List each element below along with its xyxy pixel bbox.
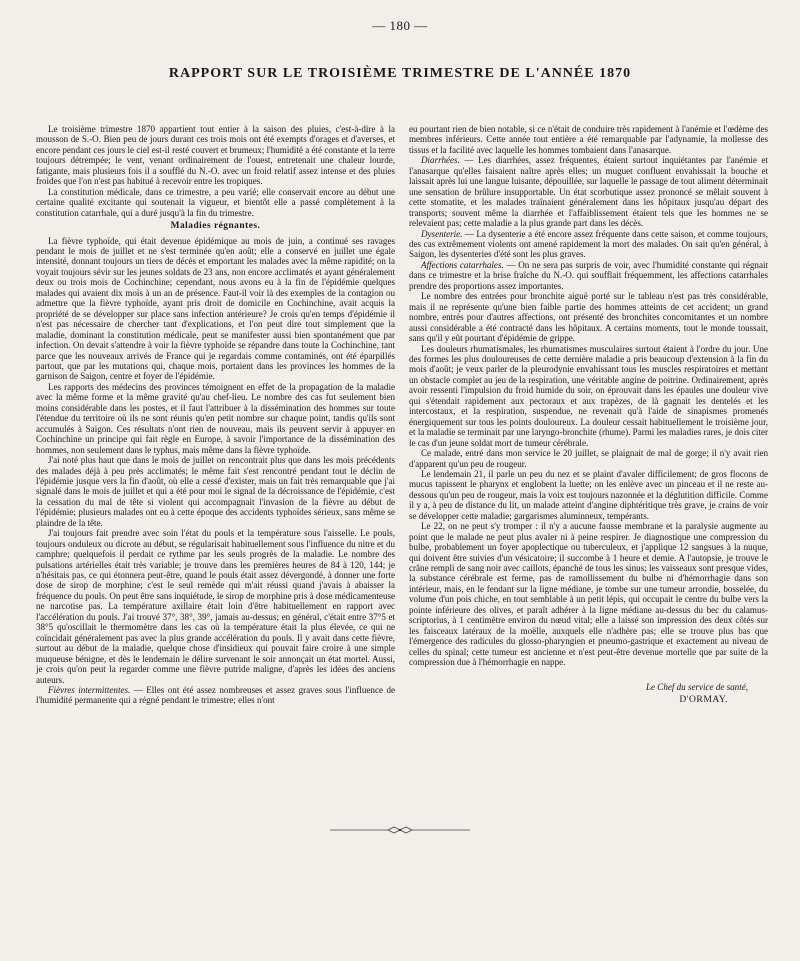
body-paragraph: J'ai noté plus haut que dans le mois de juillet on rencontrait plus que dans les mois précédents des malades déjà à peu près acclimatés; le même fait s'est rencontré pendant tout le déclin de l'épidémie jusque vers la fin d'août, où elle a cessé d'exister, mais un fait très remarquable que j'ai signalé dans le mois de juillet et qui a été pour moi le signal de la décroissance de l'épidémie, c'est la cessation du mal de tête si violent qui accompagnait l'invasion de la fièvre au début de l'épidémie; plusieurs malades ont eu à cette époque des accidents typhoïdes sérieux, sans même se plaindre de la tête.: [36, 455, 395, 528]
body-paragraph: Les douleurs rhumatismales, les rhumatismes musculaires surtout étaient à l'ordre du jour. Une des formes les plus douloureuses de cette dernière maladie a pris beaucoup d'extension à la fin du mois d'août; je veux parler de la pleurodynie envahissant tous les muscles respiratoires et mettant un obstacle complet au jeu de la respiration, une véritable angine de poitrine. Ordinairement, après avoir ressenti l'impulsion du froid humide du soir, on éprouvait dans les épaules une douleur vive qui s'étendait rapidement aux pectoraux et aux trapèzes, de là gagnait les dentelés et les intercostaux, et la respiration, suspendue, ne revenait qu'à l'aide de sinapismes promenés énergiquement sur tous les points douloureux. La douleur cessait habituellement le troisième jour, et la maladie se terminait par une laryngo-bronchite (rhume). Parmi les maladies rares, je dois citer le cas d'un jeune soldat mort de tumeur cérébrale.: [409, 343, 768, 448]
diarrhees-label: Diarrhées.: [421, 155, 460, 166]
body-paragraph: Le lendemain 21, il parle un peu du nez et se plaint d'avaler difficilement; de gros flocons de mucus tapissent le pharynx et englobent la luette; on les enlève avec un pinceau et il ne reste au-dessous qu'un peu de rougeur, mais la voix est toujours nazonnée et la déglutition difficile. Comme il y a, à peu de distance du lit, un malade atteint d'angine diphtéritique très grave, je crains de voir se développer cette maladie; gargarismes aluminneux, tempérants.: [409, 468, 768, 521]
affections-paragraph: [409, 260, 768, 291]
diarrhees-text: — Les diarrhées, assez fréquentes, étaient surtout inquiétantes par l'anémie et l'anasarque qu'elles faisaient naître après elles; un muguet confluent envahissait la bouche et laissait après lui une langue luisante, dépouillée, sur laquelle le passage de tout aliment déterminait une sensation de brûlure insupportable. Un état scorbutique assez prononcé se mêlait souvent à cette stomatite, et les malades traînaient généralement dans les hôpitaux jusqu'au départ des transports; souvent même la diarrhée et l'affaiblissement étaient tels que les hommes ne se relevaient pas; cette maladie a la plus grande part dans les décès.: [409, 155, 768, 229]
body-paragraph: La fièvre typhoïde, qui était devenue épidémique au mois de juin, a continué ses ravages pendant le mois de juillet et ne s'est terminée qu'en août; elle a conservé en juillet une égale intensité, donnant toujours un tiers de décès et emportant les malades avec la même rapidité; on la voyait toujours sévir sur les jeunes soldats de 23 ans, non encore acclimatés et ayant généralement deux ou trois mois de Cochinchine; cependant, nous avons eu à la fin de l'épidémie quelques malades qui avaient dix mois à un an de présence. Faut-il voir là des exemples de la contagion ou admettre que la fièvre typhoïde, ayant pris droit de domicile en Cochinchine, avait acquis la propriété de se développer sur place sans infection antérieure? Je crois qu'en temps d'épidémie il n'est pas nécessaire de chercher tant d'explications, et l'on peut dire tout simplement que la maladie, dominant la constitution médicale, peut se manifester aussi bien spontanément que par infection. On devait s'attendre à voir la fièvre typhoïde se répandre dans toute la Cochinchine, tant parce que les nouveaux arrivés de France qui je regardais comme contaminés, ont été éparpillés partout, que par les mutations qui, chaque mois, portaient dans les provinces les hommes de la garnison de Saigon, centre et foyer de l'épidémie.: [36, 235, 395, 382]
dysenterie-label: Dysenterie.: [421, 228, 463, 239]
intro-paragraph: La constitution médicale, dans ce trimestre, a peu varié; elle conservait encore au début une certaine qualité excitante qui soutenait la vigueur, et bientôt elle a passé complètement à la constitution catarrhale, qui a duré jusqu'à la fin du trimestre.: [36, 186, 395, 218]
signature-office: Le Chef du service de santé,: [645, 681, 748, 692]
affections-text: — On ne sera pas surpris de voir, avec l'humidité constante qui régnait dans ce trimestre et la brise fraîche du N.-O. qui soufflait fréquemment, les affections catarrhales prendre des proportions assez importantes.: [409, 259, 768, 291]
body-paragraph: J'ai toujours fait prendre avec soin l'état du pouls et la température sous l'aisselle. Le pouls, toujours onduleux ou dicrote au début, se régularisait habituellement sous l'influence du nitre et du camphre; quelquefois il perdait ce rythme par les seuls progrès de la maladie. Le nombre des pulsations artérielles était très variable; je trouve dans les premières heures de 84 à 120, 144; je n'hésitais pas, ce qui étonnera peut-être, quand le pouls était assez dévergondé, à donner une forte dose de sirop de morphine; c'est le seul remède qui m'ait réussi quand j'avais à abaisser la fréquence du pouls. On peut être sans inquiétude, le sirop de morphine pris à dose médicamenteuse ne narcotise pas. La température axillaire était loin d'être habituellement en rapport avec l'accélération du pouls. J'ai trouvé 37°, 38°, 39°, jamais au-dessus; en général, c'était entre 37°5 et 38°5 qu'oscillait le thermomètre dans les cas où la température était la plus élevée, ce qui ne coïncidait généralement pas avec la plus grande accélération du pouls. Il y avait dans cette fièvre, surtout au début de la maladie, quelque chose d'insidieux qui pouvait faire croire à une simple muqueuse bénigne, et dès le lendemain le délire survenant le soir annonçait un état mortel. Aussi, je crois qu'on peut la regarder comme une fièvre putride maligne, d'après les idées des anciens auteurs.: [36, 528, 396, 685]
body-paragraph: Le nombre des entrées pour bronchite aiguë porté sur le tableau n'est pas très considérable, mais il ne représente qu'une bien faible partie des hommes atteints de cet accident; un grand nombre, entrés pour d'autres affections, ont présenté des bronchites concomitantes et un nombre aussi considérable a été contracté dans les hôpitaux. A certains moments, tout le monde toussait, sans qu'il y eût pourtant d'épidémie de grippe.: [409, 291, 768, 344]
fievres-text: — Elles ont été assez nombreuses et assez graves sous l'influence de l'humidité permanente qui a régné pendant le trimestre; elles n'ont: [36, 685, 395, 706]
section-subheading: Maladies régnantes.: [170, 221, 261, 232]
body-paragraph: Le 22, on ne peut s'y tromper : il n'y a aucune fausse membrane et la paralysie augmente au point que le malade ne peut plus avaler ni à peine respirer. Je diagnostique une compression du bulbe, probablement un foyer apoplectique ou tuberculeux, et j'applique 12 sangsues à la nuque, qui doivent être suivies d'un vésicatoire; il succombe à 1 heure et demie. A l'autopsie, je trouve le crâne rempli de sang noir avec caillots, épanché de tous les sinus; les vaisseaux sont presque vides, la substance cérébrale est ferme, pas de ramollissement du bulbe ni d'hémorrhagie dans son intérieur, mais, en le fendant sur la ligne médiane, je tombe sur une tumeur arrondie, bosselée, du volume d'un pois chiche, en tout semblable à un petit lépis, qui occupait le centre du bulbe vers la pointe inférieure des olives, et paraît adhérer à la ligne médiane au-dessus du bec du calamus-scriptorius, à 1 centimètre environ du nœud vital; elle a laissé son impression des deux côtés sur les faisceaux latéraux de la moëlle, auxquels elle n'adhère pas; elle se trouve plus bas que l'émergence des radicules du glosso-pharyngien et pneumo-gastrique et exactement au niveau de celles du spinal; cette tumeur est ancienne et n'est peut-être devenue mortelle que par suite de la compression due à l'hémorrhagie en nappe.: [409, 521, 768, 668]
page-number: — 180 —: [372, 18, 428, 33]
continuation-paragraph: eu pourtant rien de bien notable, si ce n'était de conduire très rapidement à l'anémie et l'œdème des membres inférieurs. Cette année tout entière a été remarquable par l'adynamie, la mollesse des tissus et la facilité avec laquelle les hommes tombaient dans l'anasarque.: [409, 124, 768, 155]
affections-label: Affections catarrhales.: [421, 259, 504, 270]
report-title: RAPPORT SUR LE TROISIÈME TRIMESTRE DE L'ANNÉE 1870: [168, 66, 632, 81]
dysenterie-paragraph: [409, 229, 768, 260]
fievres-label: Fièvres intermittentes.: [48, 685, 131, 696]
ornament-divider: [330, 826, 470, 834]
left-column: [36, 124, 395, 706]
fievres-paragraph: [36, 685, 395, 706]
body-paragraph: Les rapports des médecins des provinces témoignent en effet de la propagation de la maladie avec la même forme et la même gravité qu'au chef-lieu. Le nombre des cas fut seulement bien moins considérable dans les postes, et il faut l'attribuer à la dissémination des hommes sur toute l'étendue du territoire où ils ne sont réunis qu'en petit nombre sur chaque point, tandis qu'ils sont accumulés à Saigon. Ces résultats n'ont rien de nouveau, mais ils peuvent servir à appuyer en Cochinchine un principe qui fait règle en Europe, à savoir l'importance de la dissémination des hommes, non seulement dans le typhus, mais même dans la fièvre typhoïde.: [36, 381, 395, 455]
dysenterie-text: — La dysenterie a été encore assez fréquente dans cette saison, et comme toujours, des cas extrêmement violents ont amené rapidement la mort des malades. On sait qu'en général, à Saigon, les dysenteries d'été sont les plus graves.: [409, 228, 768, 260]
signature-name: D'ORMAY.: [679, 694, 728, 706]
intro-paragraph: Le troisième trimestre 1870 appartient tout entier à la saison des pluies, c'est-à-dire à la mousson de S.-O. Bien peu de jours durant ces trois mois ont été exempts d'orages et d'averses, et encore pendant ces jours le ciel est-il resté couvert et brumeux; l'humidité a été constante et la terre toujours détrempée; le vent, venant ordinairement de l'ouest, entretenait une chaleur lourde, fatigante, mais plusieurs fois il a soufflé du N.-O. avec un froid relatif assez intense et des pluies froides que l'on n'est pas habitué à recevoir entre les tropiques.: [36, 124, 395, 187]
right-column: [409, 124, 768, 706]
diarrhees-paragraph: [409, 155, 768, 228]
text-columns: [36, 124, 768, 706]
body-paragraph: Ce malade, entré dans mon service le 20 juillet, se plaignait de mal de gorge; il n'y avait rien d'apparent qu'un peu de rougeur.: [409, 448, 768, 469]
